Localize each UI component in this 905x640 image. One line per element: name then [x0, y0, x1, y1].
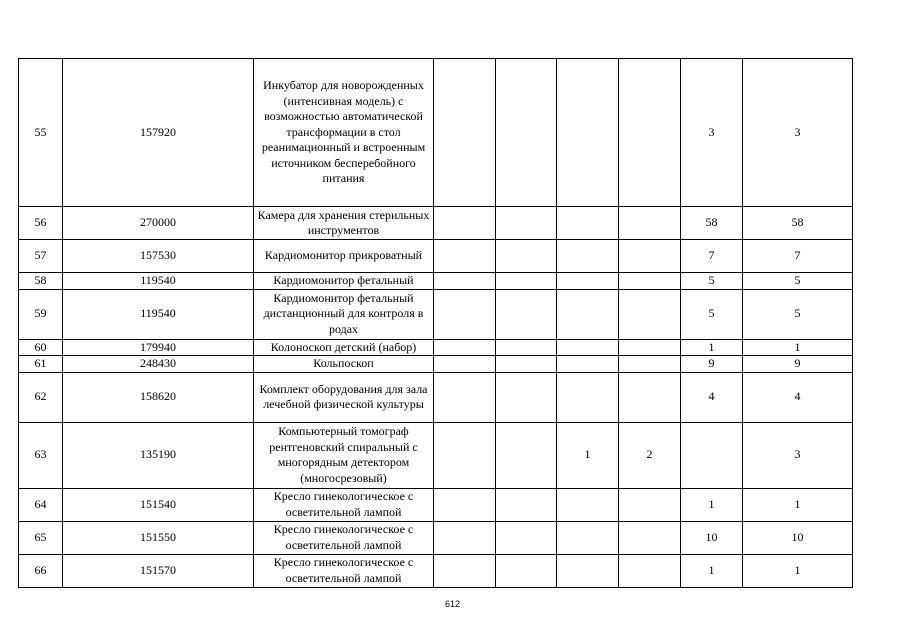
row-number-cell: 59	[19, 289, 63, 339]
col4-cell	[434, 356, 496, 373]
total-cell: 5	[743, 289, 853, 339]
col4-cell	[434, 59, 496, 207]
code-cell: 135190	[63, 422, 254, 488]
code-cell: 157530	[63, 240, 254, 273]
code-cell: 151550	[63, 521, 254, 554]
row-number-cell: 66	[19, 554, 63, 587]
table-row	[19, 339, 853, 356]
col7-cell	[619, 289, 681, 339]
col4-cell	[434, 488, 496, 521]
equipment-name-cell: Кресло гинекологическое с осветительной лампой	[254, 554, 434, 587]
col8-cell: 7	[681, 240, 743, 273]
table-row	[19, 59, 853, 207]
col5-cell	[496, 554, 557, 587]
col4-cell	[434, 207, 496, 240]
code-cell: 248430	[63, 356, 254, 373]
table-row	[19, 521, 853, 554]
col4-cell	[434, 273, 496, 290]
code-cell: 119540	[63, 289, 254, 339]
table-row	[19, 289, 853, 339]
equipment-table	[18, 58, 853, 588]
total-cell: 1	[743, 488, 853, 521]
code-cell: 158620	[63, 372, 254, 422]
total-cell: 7	[743, 240, 853, 273]
equipment-name-cell: Колоноскоп детский (набор)	[254, 339, 434, 356]
total-cell: 5	[743, 273, 853, 290]
col8-cell: 58	[681, 207, 743, 240]
col6-cell	[557, 339, 619, 356]
col8-cell: 9	[681, 356, 743, 373]
code-cell: 119540	[63, 273, 254, 290]
equipment-name-cell: Кресло гинекологическое с осветительной лампой	[254, 488, 434, 521]
col4-cell	[434, 240, 496, 273]
total-cell: 1	[743, 339, 853, 356]
total-cell: 3	[743, 422, 853, 488]
table-row	[19, 422, 853, 488]
total-cell: 10	[743, 521, 853, 554]
col6-cell	[557, 240, 619, 273]
col6-cell	[557, 273, 619, 290]
row-number-cell: 63	[19, 422, 63, 488]
equipment-name-cell: Кардиомонитор прикроватный	[254, 240, 434, 273]
col7-cell	[619, 207, 681, 240]
col8-cell	[681, 422, 743, 488]
table-body	[19, 59, 853, 588]
equipment-name-cell: Инкубатор для новорожденных (интенсивная модель) с возможностью автоматической трансформации в стол реанимационный и встроенным источником бесперебойного питания	[254, 59, 434, 207]
col5-cell	[496, 273, 557, 290]
row-number-cell: 60	[19, 339, 63, 356]
row-number-cell: 56	[19, 207, 63, 240]
equipment-name-cell: Камера для хранения стерильных инструментов	[254, 207, 434, 240]
col6-cell	[557, 356, 619, 373]
row-number-cell: 65	[19, 521, 63, 554]
col8-cell: 1	[681, 488, 743, 521]
row-number-cell: 62	[19, 372, 63, 422]
col7-cell: 2	[619, 422, 681, 488]
col4-cell	[434, 372, 496, 422]
code-cell: 179940	[63, 339, 254, 356]
page-number: 612	[444, 599, 461, 609]
col7-cell	[619, 339, 681, 356]
equipment-name-cell: Кардиомонитор фетальный дистанционный для контроля в родах	[254, 289, 434, 339]
col8-cell: 10	[681, 521, 743, 554]
col7-cell	[619, 372, 681, 422]
total-cell: 3	[743, 59, 853, 207]
table-row	[19, 273, 853, 290]
row-number-cell: 57	[19, 240, 63, 273]
col8-cell: 1	[681, 554, 743, 587]
table-row	[19, 372, 853, 422]
col7-cell	[619, 356, 681, 373]
col5-cell	[496, 59, 557, 207]
col8-cell: 5	[681, 289, 743, 339]
code-cell: 157920	[63, 59, 254, 207]
col6-cell	[557, 554, 619, 587]
col5-cell	[496, 521, 557, 554]
col6-cell: 1	[557, 422, 619, 488]
col6-cell	[557, 372, 619, 422]
col6-cell	[557, 59, 619, 207]
col4-cell	[434, 554, 496, 587]
equipment-name-cell: Кресло гинекологическое с осветительной лампой	[254, 521, 434, 554]
col7-cell	[619, 59, 681, 207]
col6-cell	[557, 289, 619, 339]
total-cell: 58	[743, 207, 853, 240]
col7-cell	[619, 240, 681, 273]
table-row	[19, 356, 853, 373]
total-cell: 4	[743, 372, 853, 422]
total-cell: 1	[743, 554, 853, 587]
total-cell: 9	[743, 356, 853, 373]
col5-cell	[496, 422, 557, 488]
equipment-name-cell: Компьютерный томограф рентгеновский спиральный с многорядным детектором (многосрезовый)	[254, 422, 434, 488]
equipment-name-cell: Кардиомонитор фетальный	[254, 273, 434, 290]
col4-cell	[434, 521, 496, 554]
col5-cell	[496, 356, 557, 373]
col4-cell	[434, 289, 496, 339]
col5-cell	[496, 339, 557, 356]
col5-cell	[496, 488, 557, 521]
col8-cell: 1	[681, 339, 743, 356]
col5-cell	[496, 372, 557, 422]
equipment-name-cell: Комплект оборудования для зала лечебной физической культуры	[254, 372, 434, 422]
code-cell: 151570	[63, 554, 254, 587]
col6-cell	[557, 521, 619, 554]
col7-cell	[619, 273, 681, 290]
col5-cell	[496, 289, 557, 339]
col7-cell	[619, 554, 681, 587]
col8-cell: 4	[681, 372, 743, 422]
col6-cell	[557, 207, 619, 240]
row-number-cell: 58	[19, 273, 63, 290]
table-row	[19, 207, 853, 240]
table-row	[19, 488, 853, 521]
col5-cell	[496, 207, 557, 240]
code-cell: 151540	[63, 488, 254, 521]
table-row	[19, 554, 853, 587]
col8-cell: 5	[681, 273, 743, 290]
col5-cell	[496, 240, 557, 273]
col6-cell	[557, 488, 619, 521]
code-cell: 270000	[63, 207, 254, 240]
col7-cell	[619, 488, 681, 521]
table-row	[19, 240, 853, 273]
col8-cell: 3	[681, 59, 743, 207]
col7-cell	[619, 521, 681, 554]
col4-cell	[434, 422, 496, 488]
row-number-cell: 55	[19, 59, 63, 207]
col4-cell	[434, 339, 496, 356]
equipment-name-cell: Кольпоскоп	[254, 356, 434, 373]
row-number-cell: 61	[19, 356, 63, 373]
row-number-cell: 64	[19, 488, 63, 521]
